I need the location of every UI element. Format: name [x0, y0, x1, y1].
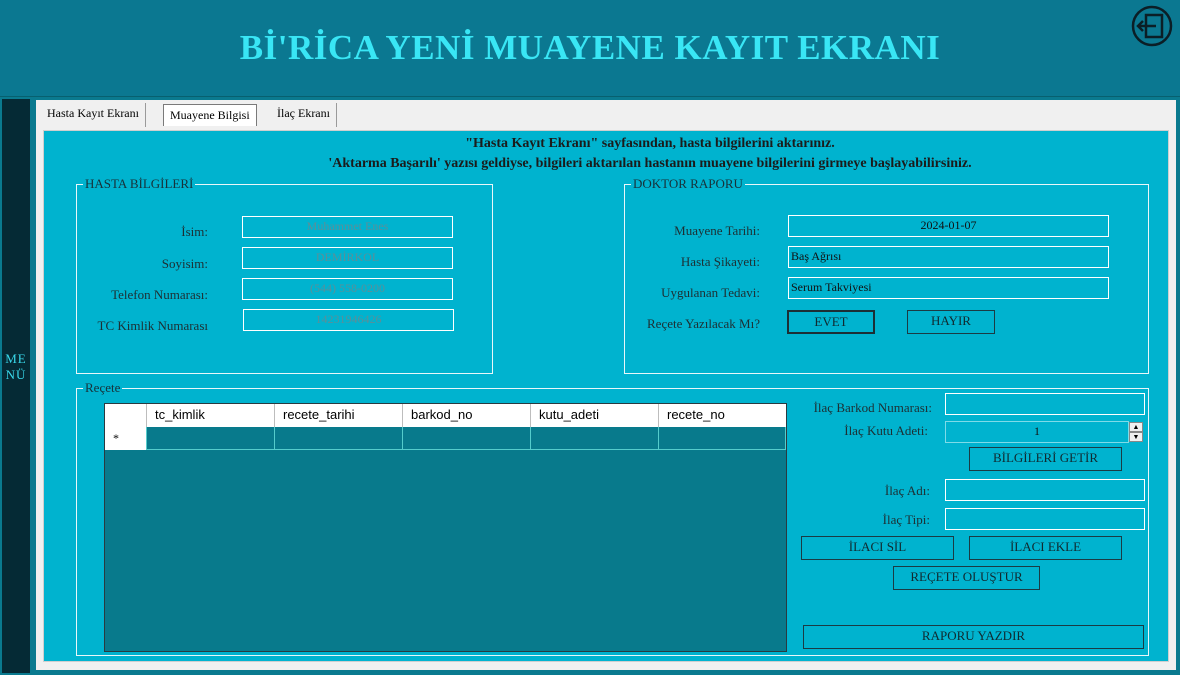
table-cell[interactable] [530, 427, 658, 450]
name-label: İsim: [181, 224, 208, 239]
exam-date-field[interactable]: 2024-01-07 [788, 215, 1109, 237]
treatment-field[interactable]: Serum Takviyesi [788, 277, 1109, 299]
page-title: Bİ'RİCA YENİ MUAYENE KAYIT EKRANI [239, 28, 941, 67]
tab-hasta-kayit[interactable]: Hasta Kayıt Ekranı [41, 103, 146, 127]
treatment-label: Uygulanan Tedavi: [661, 285, 760, 300]
surname-field[interactable]: DEMİRKOL [242, 247, 453, 269]
column-header[interactable]: kutu_adeti [530, 404, 658, 427]
new-row-marker[interactable]: * [105, 427, 146, 450]
prescription-grid[interactable] [104, 403, 787, 652]
stepper-down-icon[interactable]: ▼ [1129, 432, 1143, 442]
complaint-label: Hasta Şikayeti: [680, 254, 760, 269]
no-button[interactable]: HAYIR [907, 310, 995, 334]
notice-line-1: "Hasta Kayıt Ekranı" sayfasından, hasta bilgilerini aktarınız. [465, 136, 835, 151]
side-menu[interactable] [0, 99, 32, 675]
table-row[interactable] [105, 427, 786, 450]
complaint-field[interactable]: Baş Ağrısı [788, 246, 1109, 268]
column-header[interactable]: recete_tarihi [274, 404, 402, 427]
column-header[interactable]: tc_kimlik [146, 404, 274, 427]
drug-name-field[interactable] [945, 479, 1145, 501]
grid-header [105, 404, 786, 427]
box-count-label: İlaç Kutu Adeti: [844, 423, 928, 438]
stepper-up-icon[interactable]: ▲ [1129, 422, 1143, 432]
prescription-question-label: Reçete Yazılacak Mı? [647, 316, 760, 331]
barcode-field[interactable] [945, 393, 1145, 415]
app-header [0, 0, 1180, 97]
surname-label: Soyisim: [161, 256, 208, 271]
tc-label: TC Kimlik Numarası [97, 318, 208, 333]
table-cell[interactable] [146, 427, 274, 450]
tc-field[interactable]: 14231946426 [243, 309, 454, 331]
delete-drug-button[interactable]: İLACI SİL [801, 536, 954, 560]
patient-info-legend: HASTA BİLGİLERİ [85, 176, 194, 191]
drug-type-field[interactable] [945, 508, 1145, 530]
menu-label[interactable]: MENÜ [5, 351, 27, 382]
phone-label: Telefon Numarası: [111, 287, 208, 302]
yes-button[interactable]: EVET [787, 310, 875, 334]
tab-ilac-ekrani[interactable]: İlaç Ekranı [271, 103, 337, 127]
add-drug-button[interactable]: İLACI EKLE [969, 536, 1122, 560]
fetch-info-button[interactable]: BİLGİLERİ GETİR [969, 447, 1122, 471]
name-field[interactable]: Muhammet Enes [242, 216, 453, 238]
table-cell[interactable] [658, 427, 786, 450]
prescription-legend: Reçete [85, 380, 121, 395]
doctor-report-group [624, 176, 1149, 374]
exit-icon[interactable] [1128, 4, 1176, 48]
doctor-report-legend: DOKTOR RAPORU [633, 176, 743, 191]
phone-field[interactable]: (544) 558-0200 [242, 278, 453, 300]
box-count-stepper[interactable] [1129, 422, 1143, 442]
tab-muayene-bilgisi[interactable]: Muayene Bilgisi [163, 104, 257, 126]
box-count-field[interactable]: 1 [945, 421, 1129, 443]
notice-line-2: 'Aktarma Başarılı' yazısı geldiyse, bilgileri aktarılan hastanın muayene bilgilerini girmeye başlayabilirsiniz. [328, 156, 972, 171]
barcode-label: İlaç Barkod Numarası: [813, 400, 932, 415]
patient-info-group [76, 176, 493, 374]
column-header[interactable]: barkod_no [402, 404, 530, 427]
table-cell[interactable] [274, 427, 402, 450]
column-header[interactable]: recete_no [658, 404, 786, 427]
create-prescription-button[interactable]: REÇETE OLUŞTUR [893, 566, 1040, 590]
drug-name-label: İlaç Adı: [884, 483, 930, 498]
table-cell[interactable] [402, 427, 530, 450]
drug-type-label: İlaç Tipi: [882, 512, 930, 527]
exam-date-label: Muayene Tarihi: [674, 223, 760, 238]
print-report-button[interactable]: RAPORU YAZDIR [803, 625, 1144, 649]
